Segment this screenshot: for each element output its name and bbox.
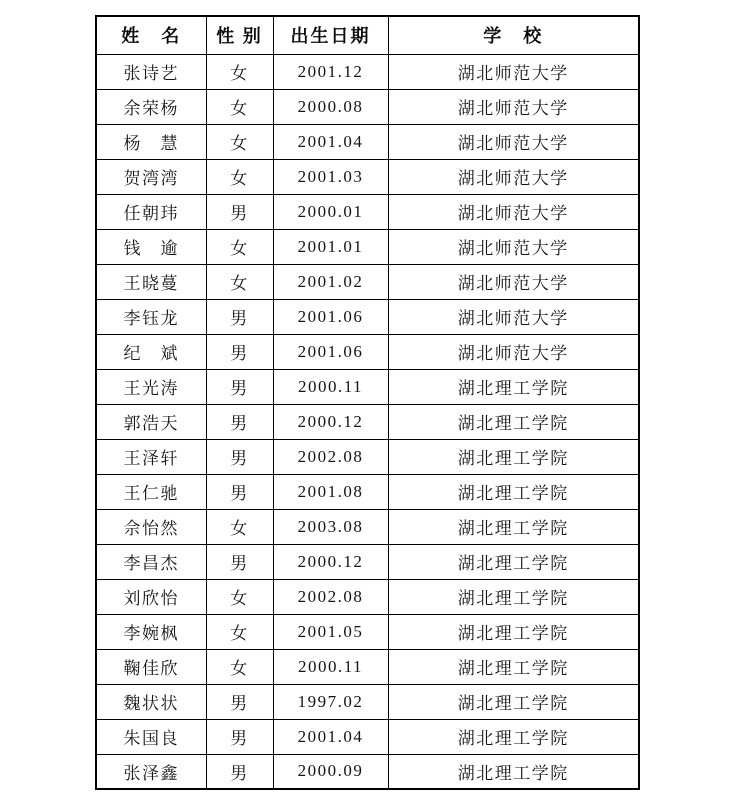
cell-name: 李昌杰 xyxy=(96,544,206,579)
cell-school: 湖北理工学院 xyxy=(388,439,639,474)
cell-birthdate: 2002.08 xyxy=(273,439,388,474)
cell-school: 湖北理工学院 xyxy=(388,649,639,684)
table-row xyxy=(96,649,639,684)
cell-name: 张诗艺 xyxy=(96,54,206,89)
cell-school: 湖北理工学院 xyxy=(388,509,639,544)
cell-school: 湖北理工学院 xyxy=(388,369,639,404)
cell-school: 湖北理工学院 xyxy=(388,474,639,509)
cell-gender: 女 xyxy=(206,614,273,649)
cell-name: 王仁驰 xyxy=(96,474,206,509)
cell-name: 刘欣怡 xyxy=(96,579,206,614)
cell-name: 魏状状 xyxy=(96,684,206,719)
student-roster-table xyxy=(95,15,640,790)
cell-school: 湖北理工学院 xyxy=(388,754,639,789)
cell-name: 王晓蔓 xyxy=(96,264,206,299)
cell-birthdate: 2000.12 xyxy=(273,544,388,579)
cell-name: 任朝玮 xyxy=(96,194,206,229)
cell-birthdate: 2001.04 xyxy=(273,124,388,159)
table-row xyxy=(96,544,639,579)
cell-birthdate: 2001.01 xyxy=(273,229,388,264)
cell-school: 湖北师范大学 xyxy=(388,334,639,369)
cell-birthdate: 2001.02 xyxy=(273,264,388,299)
cell-name: 朱国良 xyxy=(96,719,206,754)
cell-gender: 男 xyxy=(206,754,273,789)
table-row xyxy=(96,719,639,754)
cell-school: 湖北师范大学 xyxy=(388,124,639,159)
table-row xyxy=(96,159,639,194)
cell-name: 李婉枫 xyxy=(96,614,206,649)
cell-gender: 男 xyxy=(206,544,273,579)
cell-school: 湖北师范大学 xyxy=(388,89,639,124)
cell-name: 杨 慧 xyxy=(96,124,206,159)
header-cell-name: 姓 名 xyxy=(96,16,206,54)
table-row xyxy=(96,124,639,159)
table-row xyxy=(96,194,639,229)
cell-gender: 男 xyxy=(206,334,273,369)
table-row xyxy=(96,474,639,509)
cell-name: 佘怡然 xyxy=(96,509,206,544)
table-row xyxy=(96,684,639,719)
cell-school: 湖北师范大学 xyxy=(388,194,639,229)
table-row xyxy=(96,89,639,124)
cell-birthdate: 2003.08 xyxy=(273,509,388,544)
cell-school: 湖北理工学院 xyxy=(388,544,639,579)
cell-name: 纪 斌 xyxy=(96,334,206,369)
cell-school: 湖北师范大学 xyxy=(388,54,639,89)
cell-birthdate: 2000.12 xyxy=(273,404,388,439)
cell-school: 湖北理工学院 xyxy=(388,719,639,754)
cell-school: 湖北师范大学 xyxy=(388,264,639,299)
header-cell-school: 学 校 xyxy=(388,16,639,54)
cell-birthdate: 2001.06 xyxy=(273,334,388,369)
cell-birthdate: 2001.03 xyxy=(273,159,388,194)
cell-gender: 男 xyxy=(206,299,273,334)
table-row xyxy=(96,334,639,369)
table-row xyxy=(96,439,639,474)
table-row xyxy=(96,404,639,439)
cell-birthdate: 2001.06 xyxy=(273,299,388,334)
cell-gender: 女 xyxy=(206,509,273,544)
cell-gender: 男 xyxy=(206,719,273,754)
cell-gender: 女 xyxy=(206,89,273,124)
table-row xyxy=(96,299,639,334)
table-row xyxy=(96,754,639,789)
table-body xyxy=(96,54,639,789)
cell-name: 鞠佳欣 xyxy=(96,649,206,684)
cell-school: 湖北理工学院 xyxy=(388,614,639,649)
cell-gender: 女 xyxy=(206,579,273,614)
cell-birthdate: 2001.08 xyxy=(273,474,388,509)
header-cell-gender: 性 别 xyxy=(206,16,273,54)
cell-school: 湖北师范大学 xyxy=(388,159,639,194)
cell-birthdate: 2001.05 xyxy=(273,614,388,649)
cell-gender: 男 xyxy=(206,194,273,229)
table-row xyxy=(96,264,639,299)
cell-name: 贺湾湾 xyxy=(96,159,206,194)
header-row xyxy=(96,16,639,54)
cell-birthdate: 2000.08 xyxy=(273,89,388,124)
cell-name: 张泽鑫 xyxy=(96,754,206,789)
table-row xyxy=(96,369,639,404)
cell-school: 湖北师范大学 xyxy=(388,229,639,264)
table-row xyxy=(96,54,639,89)
cell-birthdate: 2001.04 xyxy=(273,719,388,754)
table-row xyxy=(96,614,639,649)
cell-school: 湖北理工学院 xyxy=(388,579,639,614)
cell-gender: 男 xyxy=(206,474,273,509)
cell-gender: 女 xyxy=(206,264,273,299)
cell-gender: 女 xyxy=(206,159,273,194)
cell-gender: 女 xyxy=(206,649,273,684)
cell-gender: 女 xyxy=(206,54,273,89)
cell-school: 湖北理工学院 xyxy=(388,404,639,439)
cell-birthdate: 1997.02 xyxy=(273,684,388,719)
cell-gender: 女 xyxy=(206,229,273,264)
cell-birthdate: 2000.11 xyxy=(273,369,388,404)
cell-birthdate: 2000.01 xyxy=(273,194,388,229)
cell-birthdate: 2000.11 xyxy=(273,649,388,684)
cell-birthdate: 2000.09 xyxy=(273,754,388,789)
cell-gender: 男 xyxy=(206,369,273,404)
table-row xyxy=(96,579,639,614)
cell-name: 王泽轩 xyxy=(96,439,206,474)
cell-gender: 男 xyxy=(206,684,273,719)
cell-birthdate: 2002.08 xyxy=(273,579,388,614)
cell-name: 郭浩天 xyxy=(96,404,206,439)
header-cell-birthdate: 出生日期 xyxy=(273,16,388,54)
cell-name: 余荣杨 xyxy=(96,89,206,124)
table-row xyxy=(96,509,639,544)
table-row xyxy=(96,229,639,264)
cell-gender: 男 xyxy=(206,439,273,474)
cell-name: 王光涛 xyxy=(96,369,206,404)
cell-gender: 男 xyxy=(206,404,273,439)
cell-name: 钱 逾 xyxy=(96,229,206,264)
cell-school: 湖北理工学院 xyxy=(388,684,639,719)
cell-school: 湖北师范大学 xyxy=(388,299,639,334)
cell-name: 李钰龙 xyxy=(96,299,206,334)
cell-birthdate: 2001.12 xyxy=(273,54,388,89)
cell-gender: 女 xyxy=(206,124,273,159)
